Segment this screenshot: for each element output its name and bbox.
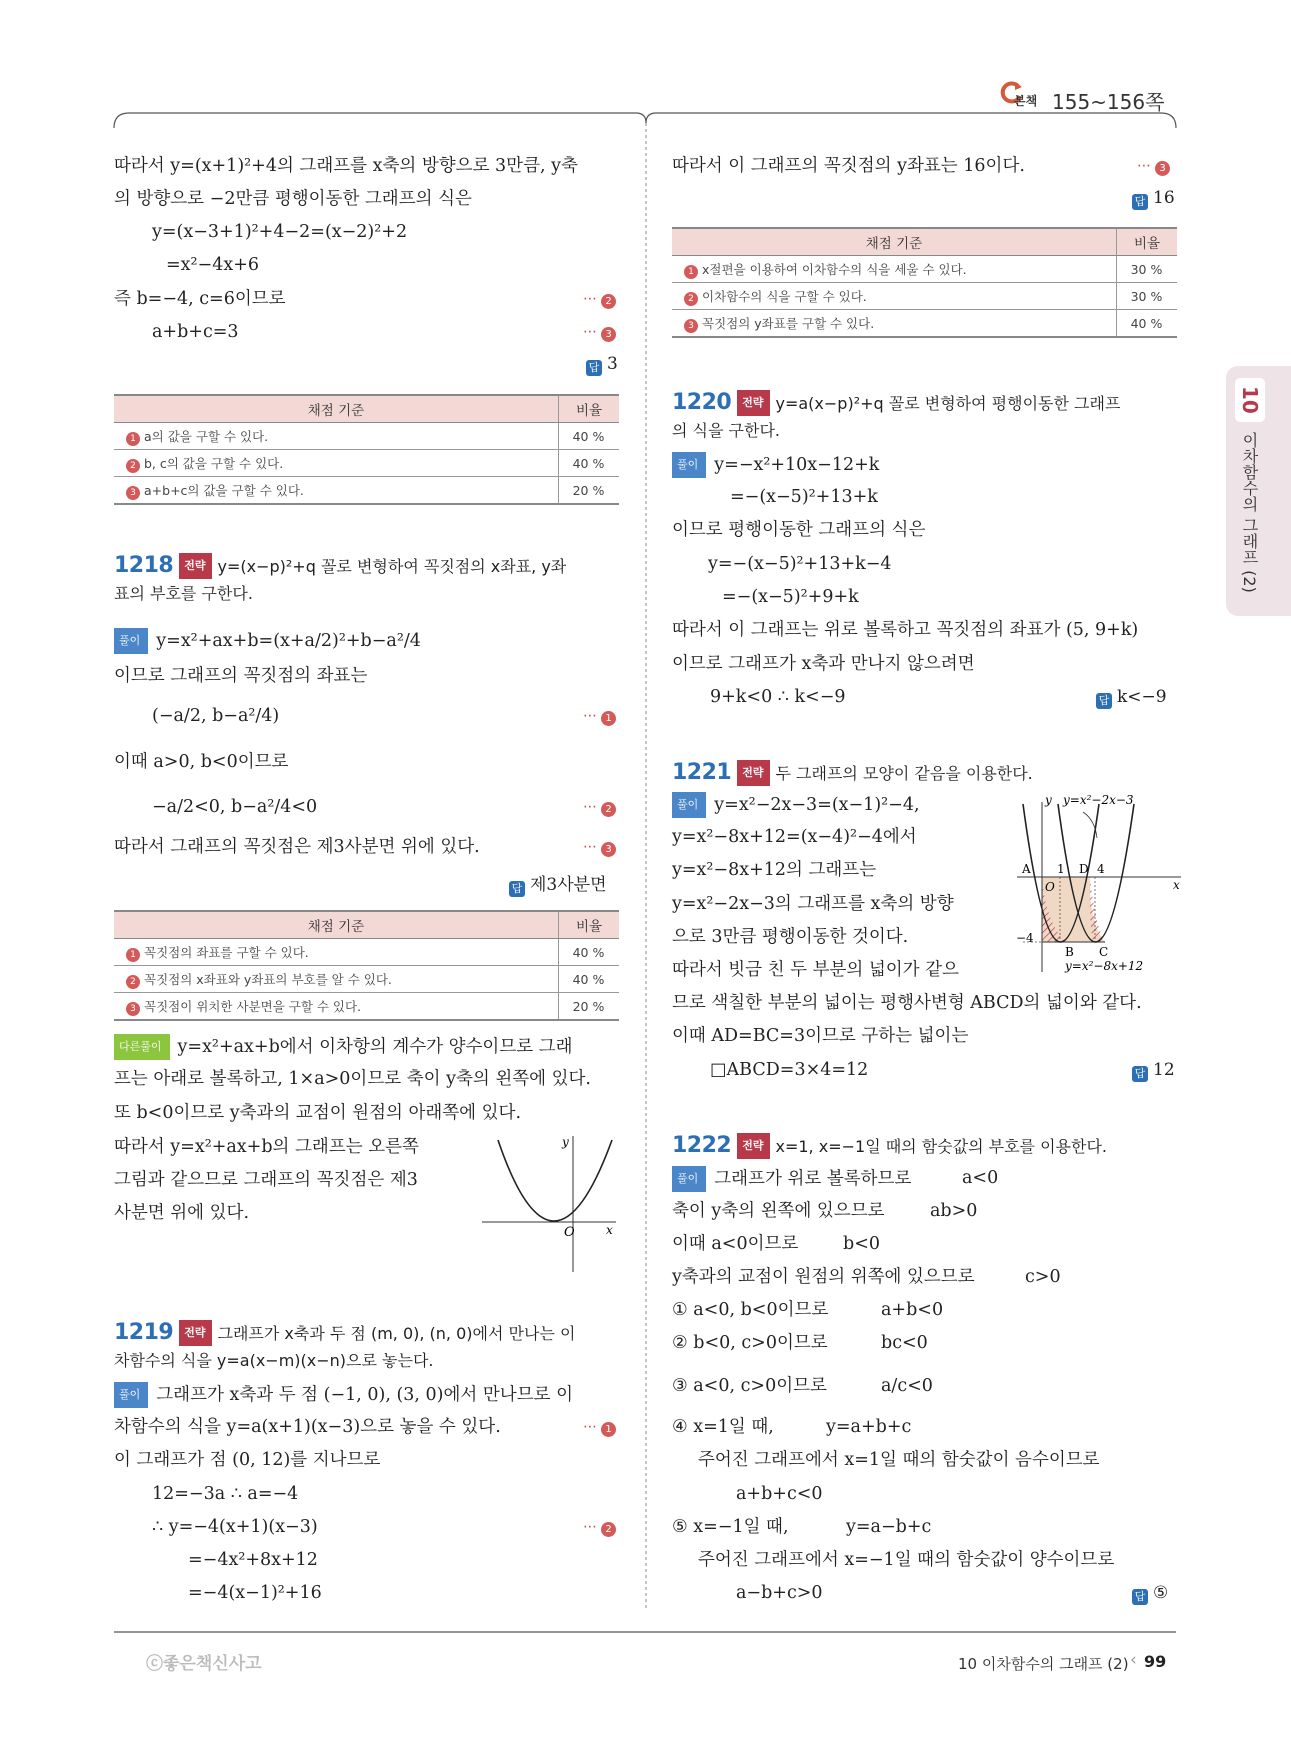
step-marker-1: ⋯ 1: [583, 1419, 616, 1437]
text-line: 즉 b=−4, c=6이므로: [114, 289, 286, 309]
strategy-line: 차함수의 식을 y=a(x−m)(x−n)으로 놓는다.: [114, 1351, 434, 1370]
text-line: y=x²−2x−3의 그래프를 x축의 방향: [672, 894, 954, 914]
problem-1222-heading: 1222 전략 x=1, x=−1일 때의 함숫값의 부호를 이용한다.: [672, 1133, 1108, 1158]
text-line: 프는 아래로 볼록하고, 1×a>0이므로 축이 y축의 왼쪽에 있다.: [114, 1069, 591, 1089]
text-line: b<0: [843, 1234, 880, 1254]
graph-1218: [478, 1132, 618, 1277]
problem-1220-heading: 1220 전략 y=a(x−p)²+q 꼴로 변형하여 평행이동한 그래프: [672, 390, 1121, 415]
text-line: y=a−b+c: [846, 1517, 932, 1537]
answer-1222: 답 ⑤: [1132, 1583, 1168, 1605]
text-line: 으로 3만큼 평행이동한 것이다.: [672, 927, 909, 947]
strategy-line: 의 식을 구한다.: [672, 421, 780, 440]
step-marker-2: ⋯ 2: [583, 291, 616, 309]
x-axis-label: x: [606, 1223, 613, 1237]
text-line: 따라서 그래프의 꼭짓점은 제3사분면 위에 있다.: [114, 837, 480, 857]
chapter-number: 10: [1235, 378, 1265, 422]
text-line: 의 방향으로 −2만큼 평행이동한 그래프의 식은: [114, 189, 472, 209]
text-line: 풀이 그래프가 위로 볼록하므로: [672, 1166, 911, 1192]
f1-label: y=x²−2x−3: [1063, 793, 1134, 807]
text-line: ② b<0, c>0이므로: [672, 1333, 828, 1353]
text-line: 축이 y축의 왼쪽에 있으므로: [672, 1201, 885, 1221]
point-c-label: C: [1099, 945, 1109, 959]
text-line: 이때 a>0, b<0이므로: [114, 752, 289, 772]
footer-page-number: 99: [1144, 1652, 1167, 1671]
text-line: 이때 AD=BC=3이므로 구하는 넓이는: [672, 1026, 969, 1046]
answer-icon: 답: [1132, 1066, 1148, 1082]
text-line: □ABCD=3×4=12: [710, 1060, 869, 1080]
text-line: 이 그래프가 점 (0, 12)를 지나므로: [114, 1450, 381, 1470]
y-axis-label: y: [1045, 793, 1052, 807]
text-line: a+b+c=3: [152, 322, 239, 342]
answer-icon: 답: [1132, 1589, 1148, 1605]
text-line: =−4x²+8x+12: [188, 1550, 318, 1570]
answer-1221: 답 12: [1132, 1060, 1175, 1082]
text-line: 따라서 y=(x+1)²+4의 그래프를 x축의 방향으로 3만큼, y축: [114, 156, 578, 176]
step-marker-2: ⋯ 2: [583, 799, 616, 817]
text-line: a+b+c<0: [736, 1484, 823, 1504]
math-line: −a/2<0, b−a²/4<0: [152, 797, 318, 817]
text-line: a+b<0: [881, 1300, 944, 1320]
header-pages: 155~156쪽: [1052, 90, 1165, 114]
text-line: y=x²−8x+12의 그래프는: [672, 860, 877, 880]
table-row: 2 꼭짓점의 x좌표와 y좌표의 부호를 알 수 있다. 40 %: [114, 966, 619, 993]
step-marker-1: ⋯ 1: [583, 708, 616, 726]
text-line: c>0: [1025, 1267, 1061, 1287]
text-line: ∴ y=−4(x+1)(x−3): [152, 1517, 318, 1537]
text-line: 이므로 평행이동한 그래프의 식은: [672, 520, 926, 540]
graph-1221: [1015, 790, 1185, 975]
answer-1219: 답 16: [1132, 188, 1175, 210]
text-line: y축과의 교점이 원점의 위쪽에 있으므로: [672, 1267, 975, 1287]
text-line: 또 b<0이므로 y축과의 교점이 원점의 아래쪽에 있다.: [114, 1103, 522, 1123]
text-line: 주어진 그래프에서 x=1일 때의 함숫값이 음수이므로: [698, 1450, 1100, 1470]
text-line: a−b+c>0: [736, 1583, 823, 1603]
step-marker-3: ⋯ 3: [583, 839, 616, 857]
text-line: y=x²−8x+12=(x−4)²−4에서: [672, 827, 917, 847]
point-d-label: D: [1079, 862, 1089, 876]
criteria-table-2: 채점 기준 비율 1 꼭짓점의 좌표를 구할 수 있다. 40 % 2 꼭짓점의 x좌표와 y좌표의 부호를 알 수 있다. 40 % 3 꼭짓점이 위치한 사분면을 구할 수 있다. 20 %: [114, 910, 619, 1021]
text-line: =−(x−5)²+13+k: [730, 487, 878, 507]
answer-1218: 답 제3사분면: [509, 870, 607, 897]
criteria-table-3: 채점 기준 비율 1 x절편을 이용하여 이차함수의 식을 세울 수 있다. 30 % 2 이차함수의 식을 구할 수 있다. 30 % 3 꼭짓점의 y좌표를 구할 수 있다. 40 %: [672, 227, 1177, 338]
text-line: =x²−4x+6: [166, 255, 260, 275]
answer-1217: 답 3: [586, 354, 618, 376]
origin-label: O: [564, 1225, 575, 1240]
y-axis-label: y: [562, 1135, 569, 1149]
footer-chapter: 10 이차함수의 그래프 (2): [958, 1655, 1129, 1673]
answer-1220: 답 k<−9: [1096, 687, 1167, 709]
text-line: 9+k<0 ∴ k<−9: [710, 687, 846, 707]
math-line: (−a/2, b−a²/4): [152, 706, 280, 726]
text-line: bc<0: [881, 1333, 928, 1353]
text-line: 그림과 같으므로 그래프의 꼭짓점은 제3: [114, 1170, 418, 1190]
text-line: 이므로 그래프가 x축과 만나지 않으려면: [672, 654, 975, 674]
text-line: 풀이 그래프가 x축과 두 점 (−1, 0), (3, 0)에서 만나므로 이: [114, 1382, 573, 1408]
text-line: 따라서 이 그래프의 꼭짓점의 y좌표는 16이다.: [672, 156, 1025, 176]
table-row: 1 x절편을 이용하여 이차함수의 식을 세울 수 있다. 30 %: [672, 256, 1177, 283]
text-line: 다른풀이 y=x²+ax+b에서 이차항의 계수가 양수이므로 그래: [114, 1034, 573, 1060]
text-line: 따라서 빗금 친 두 부분의 넓이가 같으: [672, 960, 959, 980]
table-row: 3 꼭짓점의 y좌표를 구할 수 있다. 40 %: [672, 310, 1177, 338]
tick-4-label: 4: [1097, 862, 1105, 876]
text-line: =−4(x−1)²+16: [188, 1583, 322, 1603]
text-line: y=−(x−5)²+13+k−4: [708, 554, 892, 574]
chapter-title-vertical: 이차함수의 그래프 (2): [1240, 432, 1259, 593]
problem-1218-heading: 1218 전략 y=(x−p)²+q 꼴로 변형하여 꼭짓점의 x좌표, y좌: [114, 553, 567, 578]
table-row: 3 a+b+c의 값을 구할 수 있다. 20 %: [114, 477, 619, 505]
text-line: =−(x−5)²+9+k: [722, 587, 859, 607]
x-axis-label: x: [1173, 878, 1180, 892]
text-line: a/c<0: [881, 1376, 933, 1396]
text-line: ① a<0, b<0이므로: [672, 1300, 829, 1320]
problem-1219-heading: 1219 전략 그래프가 x축과 두 점 (m, 0), (n, 0)에서 만나는 이: [114, 1320, 576, 1345]
text-line: 이때 a<0이므로: [672, 1234, 799, 1254]
step-marker-2: ⋯ 2: [583, 1519, 616, 1537]
origin-label: O: [1045, 880, 1055, 894]
answer-icon: 답: [509, 881, 525, 897]
header-book-label: 본책: [1014, 94, 1038, 108]
text-line: 풀이 y=x²−2x−3=(x−1)²−4,: [672, 792, 920, 818]
text-line: ④ x=1일 때,: [672, 1417, 774, 1437]
criteria-table-1: 채점 기준 비율 1 a의 값을 구할 수 있다. 40 % 2 b, c의 값을 구할 수 있다. 40 % 3 a+b+c의 값을 구할 수 있다. 20 %: [114, 394, 619, 505]
table-row: 1 a의 값을 구할 수 있다. 40 %: [114, 423, 619, 450]
answer-icon: 답: [1096, 693, 1112, 709]
text-line: ab>0: [930, 1201, 978, 1221]
text-line: 사분면 위에 있다.: [114, 1203, 250, 1223]
text-line: ③ a<0, c>0이므로: [672, 1376, 827, 1396]
table-row: 1 꼭짓점의 좌표를 구할 수 있다. 40 %: [114, 939, 619, 966]
f2-label: y=x²−8x+12: [1065, 959, 1144, 973]
footer-publisher: ⓒ좋은책신사고: [146, 1654, 262, 1674]
text-line: y=a+b+c: [826, 1417, 912, 1437]
tick-1-label: 1: [1057, 862, 1065, 876]
step-marker-3: ⋯ 3: [1137, 158, 1170, 176]
strategy-line: 표의 부호를 구한다.: [114, 584, 253, 603]
text-line: 주어진 그래프에서 x=−1일 때의 함숫값이 양수이므로: [698, 1550, 1115, 1570]
answer-icon: 답: [586, 360, 602, 376]
text-line: 므로 색칠한 부분의 넓이는 평행사변형 ABCD의 넓이와 같다.: [672, 993, 1142, 1013]
text-line: 따라서 y=x²+ax+b의 그래프는 오른쪽: [114, 1137, 419, 1157]
tick-m4-label: −4: [1016, 931, 1034, 945]
footer-chevron-icon: ‹: [1130, 1650, 1137, 1670]
text-line: ⑤ x=−1일 때,: [672, 1517, 789, 1537]
step-marker-3: ⋯ 3: [583, 324, 616, 342]
text-line: 풀이 y=−x²+10x−12+k: [672, 452, 879, 478]
text-line: a<0: [962, 1168, 999, 1188]
table-row: 3 꼭짓점이 위치한 사분면을 구할 수 있다. 20 %: [114, 993, 619, 1021]
problem-1221-heading: 1221 전략 두 그래프의 모양이 같음을 이용한다.: [672, 760, 1033, 785]
answer-icon: 답: [1132, 194, 1148, 210]
point-b-label: B: [1065, 945, 1074, 959]
text-line: 풀이 y=x²+ax+b=(x+a/2)²+b−a²/4: [114, 628, 421, 654]
text-line: 차함수의 식을 y=a(x+1)(x−3)으로 놓을 수 있다.: [114, 1417, 501, 1437]
table-row: 2 b, c의 값을 구할 수 있다. 40 %: [114, 450, 619, 477]
point-a-label: A: [1022, 862, 1031, 876]
text-line: 12=−3a ∴ a=−4: [152, 1484, 299, 1504]
table-row: 2 이차함수의 식을 구할 수 있다. 30 %: [672, 283, 1177, 310]
text-line: 이므로 그래프의 꼭짓점의 좌표는: [114, 666, 368, 686]
text-line: y=(x−3+1)²+4−2=(x−2)²+2: [152, 222, 408, 242]
text-line: 따라서 이 그래프는 위로 볼록하고 꼭짓점의 좌표가 (5, 9+k): [672, 620, 1139, 640]
